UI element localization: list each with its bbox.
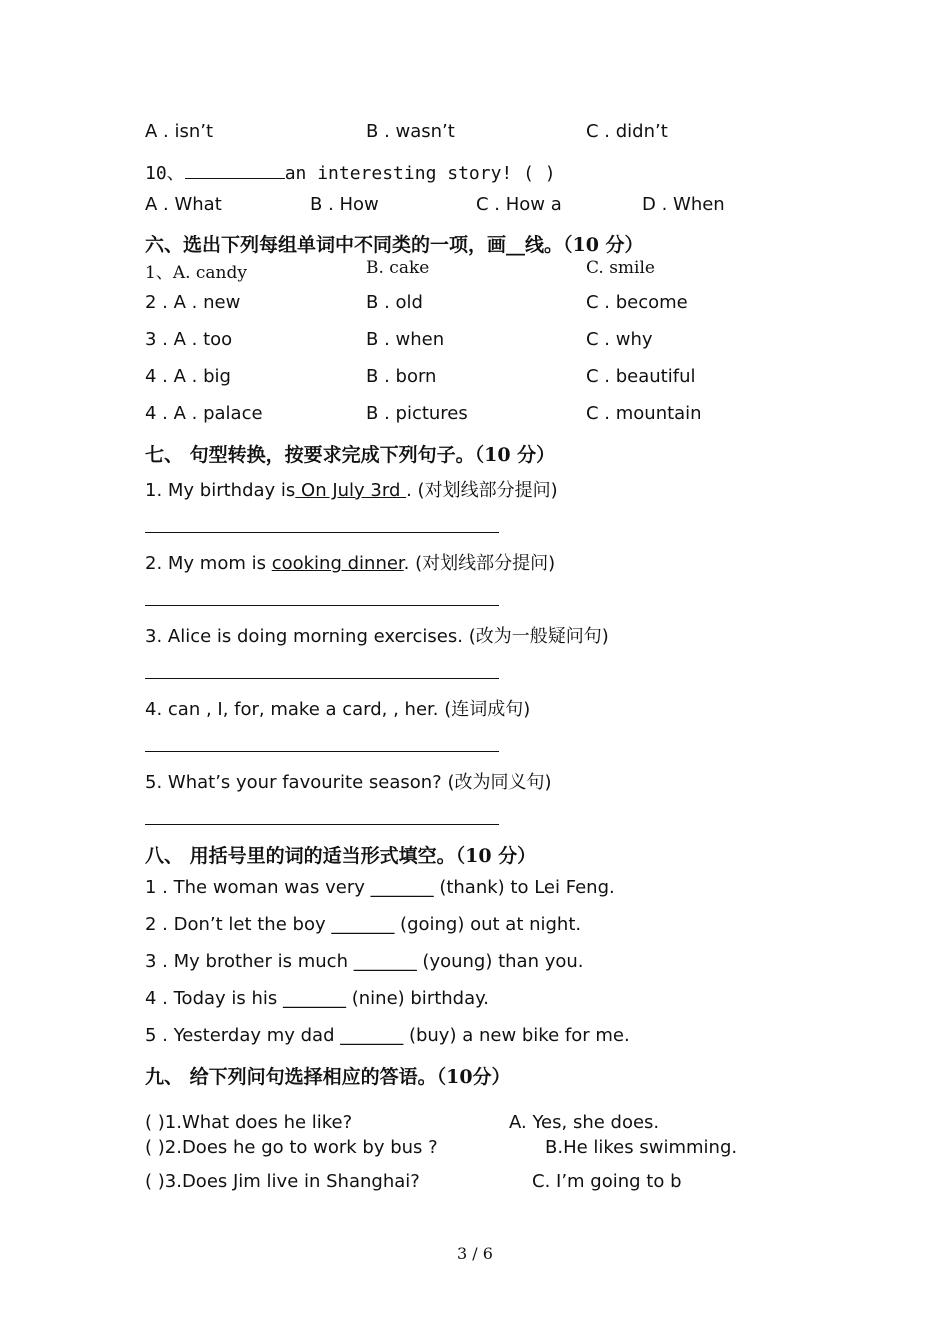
q10-option-d: D . When — [642, 194, 725, 215]
s6-row3-c: C . why — [586, 329, 653, 350]
q10-number: 10、 — [145, 163, 185, 184]
s6-row3-b: B . when — [366, 329, 445, 350]
s6-row5-b: B . pictures — [366, 403, 468, 424]
s6-row2-c: C . become — [586, 292, 688, 313]
s9-a1: A. Yes, she does. — [509, 1112, 660, 1133]
s9-q1: ( )1.What does he like? — [145, 1112, 353, 1133]
q10-option-a: A . What — [145, 194, 222, 215]
section6-title: 六、选出下列每组单词中不同类的一项，画__线。（10 分） — [145, 234, 644, 256]
s9-a3: C. I’m going to b — [532, 1171, 682, 1192]
s7-item5: 5. What’s your favourite season? (改为同义句) — [145, 772, 552, 793]
s8-item4: 4 . Today is his _______ (nine) birthday. — [145, 988, 489, 1009]
answer-line-5[interactable] — [145, 824, 499, 825]
s9-q3: ( )3.Does Jim live in Shanghai? — [145, 1171, 420, 1192]
s6-row5-c: C . mountain — [586, 403, 702, 424]
s8-item2: 2 . Don’t let the boy _______ (going) out at night. — [145, 914, 582, 935]
s6-row3-a: 3 . A . too — [145, 329, 233, 350]
q9-option-c: C . didn’t — [586, 121, 668, 142]
s7-item1 — [145, 476, 558, 502]
q10-option-c: C . How a — [476, 194, 562, 215]
s7-item2-post: . (对划线部分提问) — [403, 553, 556, 574]
q10-question — [145, 159, 556, 185]
s6-row4-b: B . born — [366, 366, 437, 387]
answer-line-1[interactable] — [145, 532, 499, 533]
s7-item1-pre: 1. My birthday is — [145, 480, 296, 501]
s6-row2-b: B . old — [366, 292, 423, 313]
s7-item1-post: . (对划线部分提问) — [406, 480, 558, 501]
s6-row5-a: 4 . A . palace — [145, 403, 263, 424]
s8-item1: 1 . The woman was very _______ (thank) to Lei Feng. — [145, 877, 615, 898]
q10-option-b: B . How — [310, 194, 379, 215]
s6-row1-c: C. smile — [586, 258, 655, 278]
s7-item1-underlined: On July 3rd — [295, 480, 407, 501]
q9-option-b: B . wasn’t — [366, 121, 455, 142]
s7-item2 — [145, 549, 555, 575]
s9-q2: ( )2.Does he go to work by bus ? — [145, 1137, 438, 1158]
answer-line-3[interactable] — [145, 678, 499, 679]
section8-title: 八、 用括号里的词的适当形式填空。（10 分） — [145, 845, 537, 867]
answer-line-2[interactable] — [145, 605, 499, 606]
q10-text: an interesting story! ( ) — [284, 163, 556, 184]
section9-title: 九、 给下列问句选择相应的答语。（10分） — [145, 1066, 511, 1088]
q9-option-a: A . isn’t — [145, 121, 214, 142]
page-number: 3 / 6 — [457, 1244, 493, 1263]
s8-item5: 5 . Yesterday my dad _______ (buy) a new bike for me. — [145, 1025, 630, 1046]
s7-item2-pre: 2. My mom is — [145, 553, 272, 574]
answer-line-4[interactable] — [145, 751, 499, 752]
s6-row2-a: 2 . A . new — [145, 292, 241, 313]
q10-blank — [185, 162, 285, 179]
s6-row1-b: B. cake — [366, 258, 430, 278]
s8-item3: 3 . My brother is much _______ (young) than you. — [145, 951, 584, 972]
s6-row1-a: 1、A. candy — [145, 263, 247, 283]
s7-item2-underlined: cooking dinner — [271, 553, 404, 574]
s9-a2: B.He likes swimming. — [545, 1137, 738, 1158]
section7-title: 七、 句型转换，按要求完成下列句子。（10 分） — [145, 444, 556, 466]
s7-item4: 4. can , I, for, make a card, , her. (连词成句) — [145, 699, 531, 720]
s6-row4-c: C . beautiful — [586, 366, 696, 387]
s6-row4-a: 4 . A . big — [145, 366, 231, 387]
s7-item3: 3. Alice is doing morning exercises. (改为一般疑问句) — [145, 626, 609, 647]
